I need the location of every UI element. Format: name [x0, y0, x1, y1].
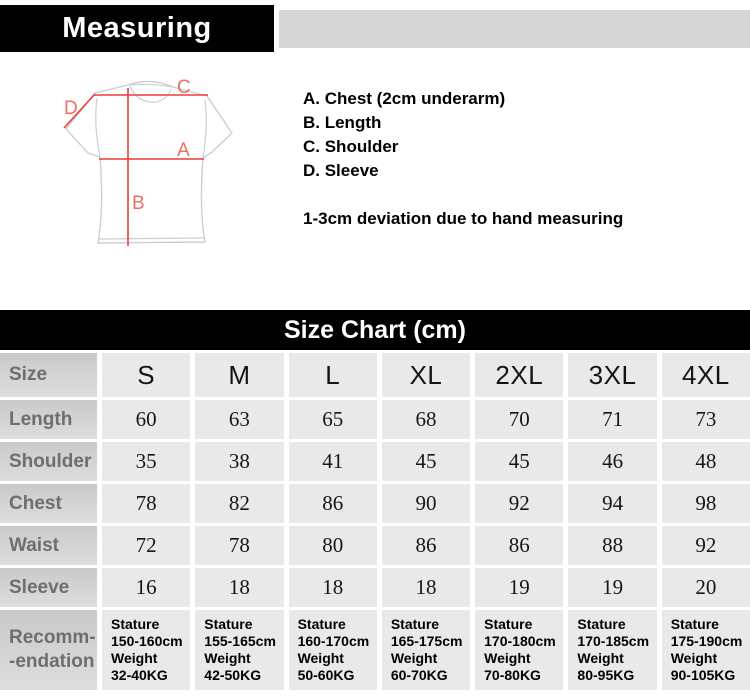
table-cell: 16 [102, 568, 190, 607]
weight-value: 70-80KG [484, 667, 541, 683]
stature-value: 170-180cm [484, 633, 556, 649]
legend-item-sleeve: D. Sleeve [303, 161, 379, 180]
table-cell: 73 [662, 400, 750, 439]
weight-label: Weight [670, 650, 718, 666]
table-cell: 65 [289, 400, 377, 439]
measuring-banner [0, 5, 274, 52]
table-cell: 86 [475, 526, 563, 565]
weight-value: 50-60KG [297, 667, 355, 683]
table-cell: 48 [662, 442, 750, 481]
col-header-2xl: 2XL [475, 353, 563, 397]
table-cell: 92 [475, 484, 563, 523]
table-cell: 45 [382, 442, 470, 481]
recommendation-cell-s [102, 610, 190, 690]
table-cell: 20 [662, 568, 750, 607]
col-header-3xl: 3XL [568, 353, 656, 397]
stature-value: 150-160cm [111, 633, 183, 649]
table-cell: 19 [475, 568, 563, 607]
weight-value: 80-95KG [577, 667, 635, 683]
stature-label: Stature [111, 616, 160, 632]
row-label-shoulder: Shoulder [0, 442, 97, 481]
table-cell: 98 [662, 484, 750, 523]
letter-b: B [132, 193, 145, 214]
recommendation-cell-4xl [662, 610, 750, 690]
recommendation-cell-3xl [568, 610, 656, 690]
stature-label: Stature [577, 616, 626, 632]
stature-label: Stature [204, 616, 253, 632]
table-cell: 35 [102, 442, 190, 481]
recommendation-cell-2xl [475, 610, 563, 690]
deviation-note: 1-3cm deviation due to hand measuring [303, 209, 624, 228]
stature-value: 165-175cm [390, 633, 463, 649]
col-header-m: M [195, 353, 283, 397]
letter-a: A [177, 140, 190, 161]
table-cell: 71 [568, 400, 656, 439]
weight-label: Weight [577, 650, 624, 666]
table-cell: 63 [195, 400, 283, 439]
weight-label: Weight [111, 650, 158, 666]
table-cell: 80 [289, 526, 377, 565]
tshirt-measuring-diagram [30, 62, 290, 277]
table-cell: 82 [195, 484, 283, 523]
legend-item-shoulder: C. Shoulder [303, 137, 399, 156]
table-cell: 19 [568, 568, 656, 607]
stature-label: Stature [670, 616, 719, 632]
stature-label: Stature [484, 616, 533, 632]
row-label-chest: Chest [0, 484, 97, 523]
weight-label: Weight [484, 650, 531, 666]
size-chart-banner [0, 310, 750, 350]
table-cell: 78 [195, 526, 283, 565]
table-cell: 78 [102, 484, 190, 523]
row-label-sleeve: Sleeve [0, 568, 97, 607]
size-chart-table [0, 353, 750, 690]
size-chart-title: Size Chart (cm) [284, 315, 466, 344]
stature-value: 170-185cm [577, 633, 650, 649]
table-cell: 72 [102, 526, 190, 565]
col-header-s: S [102, 353, 190, 397]
weight-value: 42-50KG [204, 667, 262, 683]
letter-d: D [64, 98, 78, 119]
measuring-legend [303, 87, 623, 231]
row-label-recommendation [0, 610, 97, 690]
weight-value: 60-70KG [390, 667, 448, 683]
recommendation-cell-xl [382, 610, 470, 690]
table-cell: 45 [475, 442, 563, 481]
table-cell: 86 [289, 484, 377, 523]
stature-value: 160-170cm [297, 633, 370, 649]
weight-label: Weight [204, 650, 251, 666]
weight-label: Weight [390, 650, 438, 666]
measuring-title: Measuring [62, 12, 212, 44]
table-cell: 92 [662, 526, 750, 565]
col-header-4xl: 4XL [662, 353, 750, 397]
col-header-l: L [289, 353, 377, 397]
row-label-length: Length [0, 400, 97, 439]
decorative-gray-bar [279, 10, 750, 48]
table-cell: 94 [568, 484, 656, 523]
table-cell: 46 [568, 442, 656, 481]
tshirt-outline [66, 81, 232, 243]
table-cell: 90 [382, 484, 470, 523]
table-cell: 86 [382, 526, 470, 565]
table-cell: 18 [289, 568, 377, 607]
table-cell: 18 [382, 568, 470, 607]
col-header-xl: XL [382, 353, 470, 397]
legend-item-chest: A. Chest (2cm underarm) [303, 89, 506, 108]
table-cell: 68 [382, 400, 470, 439]
legend-item-length: B. Length [303, 113, 382, 132]
stature-value: 175-190cm [670, 633, 743, 649]
recommendation-cell-l [289, 610, 377, 690]
table-cell: 88 [568, 526, 656, 565]
table-cell: 38 [195, 442, 283, 481]
weight-label: Weight [297, 650, 344, 666]
table-cell: 60 [102, 400, 190, 439]
table-cell: 18 [195, 568, 283, 607]
weight-value: 32-40KG [111, 667, 168, 683]
letter-c: C [177, 77, 191, 98]
weight-value: 90-105KG [670, 667, 736, 683]
stature-label: Stature [297, 616, 346, 632]
stature-label: Stature [390, 616, 440, 632]
table-cell: 41 [289, 442, 377, 481]
table-cell: 70 [475, 400, 563, 439]
recommendation-label-line2: -endation [9, 651, 95, 672]
row-label-waist: Waist [0, 526, 97, 565]
recommendation-label-line1: Recomm- [9, 627, 96, 648]
stature-value: 155-165cm [204, 633, 276, 649]
corner-header-size: Size [0, 353, 97, 397]
recommendation-cell-m [195, 610, 283, 690]
